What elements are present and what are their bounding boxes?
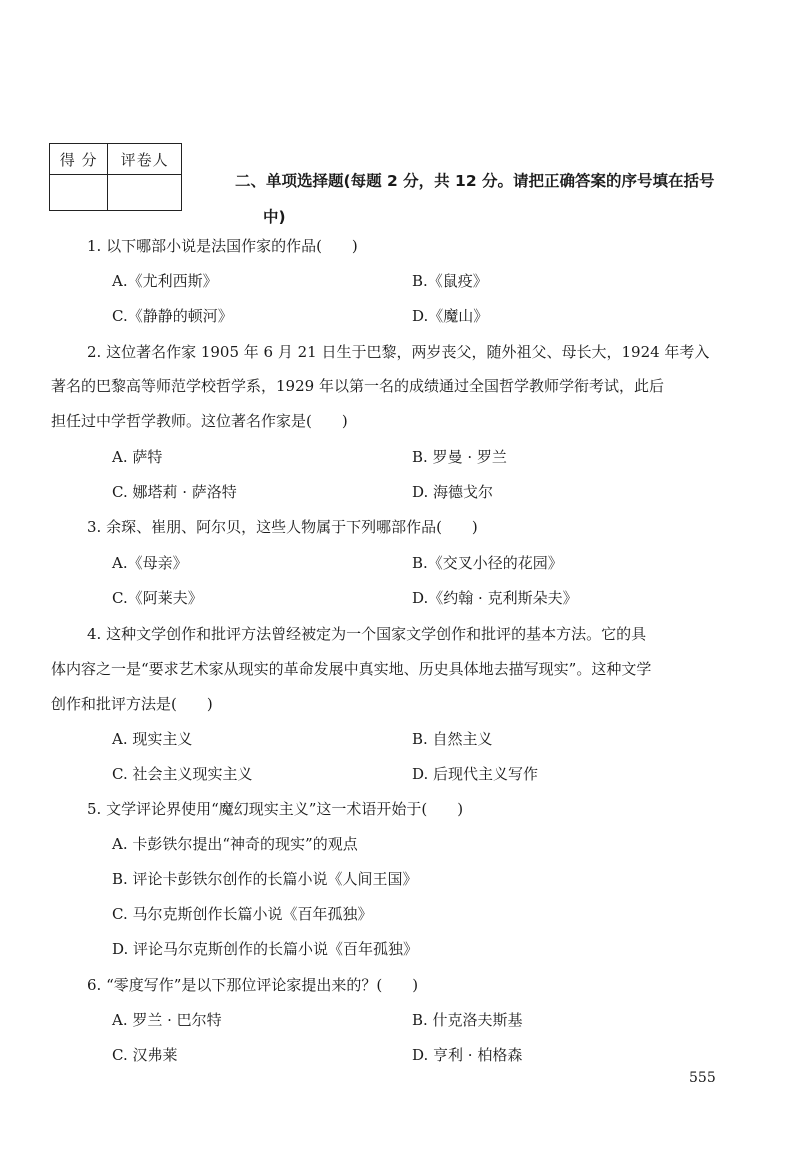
question-3-option-c: C.《阿莱夫》 [112, 589, 203, 607]
question-6-option-b: B. 什克洛夫斯基 [412, 1011, 523, 1029]
page-number: 555 [689, 1070, 716, 1086]
score-box [49, 143, 182, 211]
section-title [235, 163, 745, 235]
question-4-option-b: B. 自然主义 [412, 730, 493, 748]
question-4-option-c: C. 社会主义现实主义 [112, 765, 253, 783]
score-label: 得 分 [50, 144, 108, 175]
question-2-stem-line2: 著名的巴黎高等师范学校哲学系，1929 年以第一名的成绩通过全国哲学教师学衔考试，此后 [51, 377, 664, 395]
question-4-stem-line1: 4. 这种文学创作和批评方法曾经被定为一个国家文学创作和批评的基本方法。它的具 [87, 625, 647, 643]
question-1-option-c: C.《静静的顿河》 [112, 307, 233, 325]
question-3-stem: 3. 余琛、崔朋、阿尔贝，这些人物属于下列哪部作品( ) [87, 518, 478, 536]
question-4-option-a: A. 现实主义 [112, 730, 193, 748]
question-1-option-d: D.《魔山》 [412, 307, 489, 325]
question-3-option-a: A.《母亲》 [112, 554, 188, 572]
question-3-option-b: B.《交叉小径的花园》 [412, 554, 563, 572]
question-1-stem: 1. 以下哪部小说是法国作家的作品( ) [87, 237, 358, 255]
question-6-option-c: C. 汉弗莱 [112, 1046, 178, 1064]
question-4-stem-line2: 体内容之一是“要求艺术家从现实的革命发展中真实地、历史具体地去描写现实”。这种文学 [51, 660, 652, 678]
question-4-option-d: D. 后现代主义写作 [412, 765, 539, 783]
question-2-option-b: B. 罗曼 · 罗兰 [412, 448, 507, 466]
grader-label: 评卷人 [108, 144, 182, 175]
question-2-stem-line1: 2. 这位著名作家 1905 年 6 月 21 日生于巴黎，两岁丧父，随外祖父、母长大，1924 年考入 [87, 343, 710, 361]
question-2-option-d: D. 海德戈尔 [412, 483, 494, 501]
question-5-option-a: A. 卡彭铁尔提出“神奇的现实”的观点 [112, 835, 358, 853]
section-title-line2: 中) [263, 208, 286, 226]
question-1-option-a: A.《尤利西斯》 [112, 272, 218, 290]
question-5-stem: 5. 文学评论界使用“魔幻现实主义”这一术语开始于( ) [87, 800, 464, 818]
section-title-line1: 二、单项选择题(每题 2 分，共 12 分。请把正确答案的序号填在括号 [235, 172, 715, 190]
question-6-option-d: D. 亨利 · 柏格森 [412, 1046, 523, 1064]
question-2-option-c: C. 娜塔莉 · 萨洛特 [112, 483, 237, 501]
question-5-option-d: D. 评论马尔克斯创作的长篇小说《百年孤独》 [112, 940, 419, 958]
question-5-option-b: B. 评论卡彭铁尔创作的长篇小说《人间王国》 [112, 870, 418, 888]
question-4-stem-line3: 创作和批评方法是( ) [51, 695, 213, 713]
question-6-option-a: A. 罗兰 · 巴尔特 [112, 1011, 222, 1029]
question-2-option-a: A. 萨特 [112, 448, 163, 466]
score-cell [50, 175, 108, 211]
question-1-option-b: B.《鼠疫》 [412, 272, 488, 290]
question-6-stem: 6. “零度写作”是以下那位评论家提出来的？( ) [87, 976, 419, 994]
question-3-option-d: D.《约翰 · 克利斯朵夫》 [412, 589, 578, 607]
question-5-option-c: C. 马尔克斯创作长篇小说《百年孤独》 [112, 905, 373, 923]
question-2-stem-line3: 担任过中学哲学教师。这位著名作家是( ) [51, 412, 348, 430]
grader-cell [108, 175, 182, 211]
